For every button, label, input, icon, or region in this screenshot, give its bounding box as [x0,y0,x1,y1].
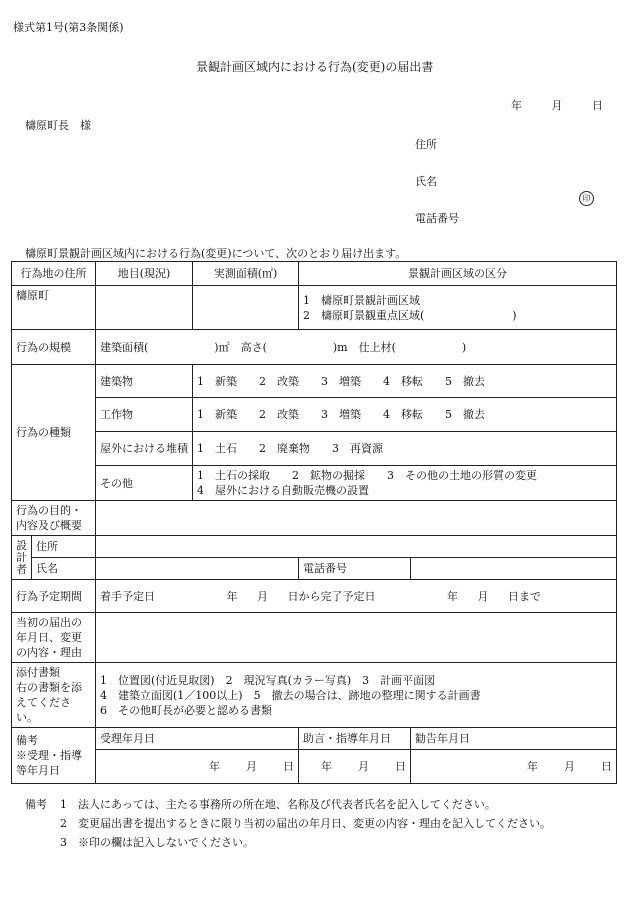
attach-line-1: 1 位置図(付近見取図) 2 現況写真(カラー写真) 3 計画平面図 [100,673,436,687]
type-structure-options: 1 新築 2 改築 3 増築 4 移転 5 撤去 [193,398,617,432]
type-storage: 屋外における堆積 [96,432,193,466]
schedule-end: 日まで [508,589,541,603]
purpose-label: 行為の目的・内容及び概要 [12,501,96,536]
designer-phone-label: 電話番号 [299,558,411,580]
form-label: 様式第1号(第3条関係) [13,21,124,34]
remarks-col2: 助言・指導年月日 [299,728,411,750]
type-other-options-line2: 4 屋外における自動販売機の設置 [197,484,369,497]
location-value: 檮原町 [12,286,96,330]
intro-text: 檮原町景観計画区域内における行為(変更)について、次のとおり届け出ます。 [25,247,407,260]
attach-line-3: 6 その他町長が必要と認める書類 [100,703,272,717]
type-building: 建築物 [96,365,193,398]
schedule-value [96,580,617,613]
schedule-label: 行為予定期間 [12,580,96,613]
type-other-options-line1: 1 土石の採取 2 鉱物の掘採 3 その他の土地の形質の変更 [197,469,537,482]
schedule-start: 着手予定日 [100,589,155,603]
change-value[interactable] [96,613,617,663]
addressee: 檮原町長 様 [25,119,91,132]
area-value[interactable] [193,286,299,330]
designer-address-label: 住所 [32,536,96,558]
designer-name-label: 氏名 [32,558,96,580]
type-other-options [193,466,617,501]
schedule-end-year: 年 [447,589,458,603]
schedule-mid: 日から完了予定日 [287,589,376,603]
designer-address-value[interactable] [96,536,617,558]
applicant-name-label: 氏名 [415,175,437,188]
remarks-subtitle: ※受理・指導等年月日 [16,749,82,777]
remarks-col3: 勧告年月日 [411,728,617,750]
attach-label-title: 添付書類 [16,666,60,679]
date-year: 年 [511,99,522,112]
attach-label-note: 右の書類を添えてください。 [16,681,82,724]
remarks-date3[interactable]: 年 月 日 [411,750,617,784]
header-location: 行為地の住所 [12,262,96,286]
remarks-title: 備考 [16,734,38,747]
remarks-date1[interactable]: 年 月 日 [96,750,299,784]
date-month: 月 [551,99,563,112]
note-1: 1 法人にあっては、主たる事務所の所在地、名称及び代表者氏名を記入してください。 [60,798,496,811]
note-2: 2 変更届出書を提出するときに限り当初の届出の年月日、変更の内容・理由を記入してください。 [60,817,551,830]
seal-mark: 印 [579,191,594,206]
type-other: その他 [96,466,193,501]
attach-label [12,663,96,728]
designer-phone-value[interactable] [411,558,617,580]
attach-line-2: 4 建築立面図(1／100以上) 5 撤去の場合は、跡地の整理に関する計画書 [100,688,481,702]
notification-form-table [11,261,617,784]
header-zone: 景観計画区域の区分 [299,262,617,286]
header-landcat: 地目(現況) [96,262,193,286]
header-area: 実測面積(㎡) [193,262,299,286]
remarks-date2[interactable]: 年 月 日 [299,750,411,784]
schedule-end-month: 月 [477,589,489,603]
date-day: 日 [592,99,603,112]
types-label: 行為の種類 [12,365,96,501]
remarks-label [12,728,96,784]
schedule-start-year: 年 [226,589,238,603]
zone-option-1: 1 檮原町景観計画区域 [303,293,420,307]
date-line [511,97,603,113]
landcat-value[interactable] [96,286,193,330]
scale-label: 行為の規模 [12,330,96,365]
zone-option-2: 2 檮原町景観重点区域( ) [303,308,517,322]
attach-list [96,663,617,728]
designer-name-value[interactable] [96,558,299,580]
change-label: 当初の届出の年月日、変更の内容・理由 [12,613,96,663]
type-building-options: 1 新築 2 改築 3 増築 4 移転 5 撤去 [193,365,617,398]
remarks-col1: 受理年月日 [96,728,299,750]
notes-prefix: 備考 [25,798,47,811]
type-structure: 工作物 [96,398,193,432]
scale-value: 建築面積( )㎡ 高さ( )m 仕上材( ) [96,330,617,365]
page-title: 景観計画区域内における行為(変更)の届出書 [196,60,434,74]
applicant-phone-label: 電話番号 [415,212,459,225]
schedule-start-month: 月 [257,589,268,603]
note-3: 3 ※印の欄は記入しないでください。 [60,836,254,849]
type-storage-options: 1 土石 2 廃棄物 3 再資源 [193,432,617,466]
applicant-address-label: 住所 [415,138,437,151]
zone-options [299,286,617,330]
purpose-value[interactable] [96,501,617,536]
designer-label: 設計者 [12,536,32,580]
